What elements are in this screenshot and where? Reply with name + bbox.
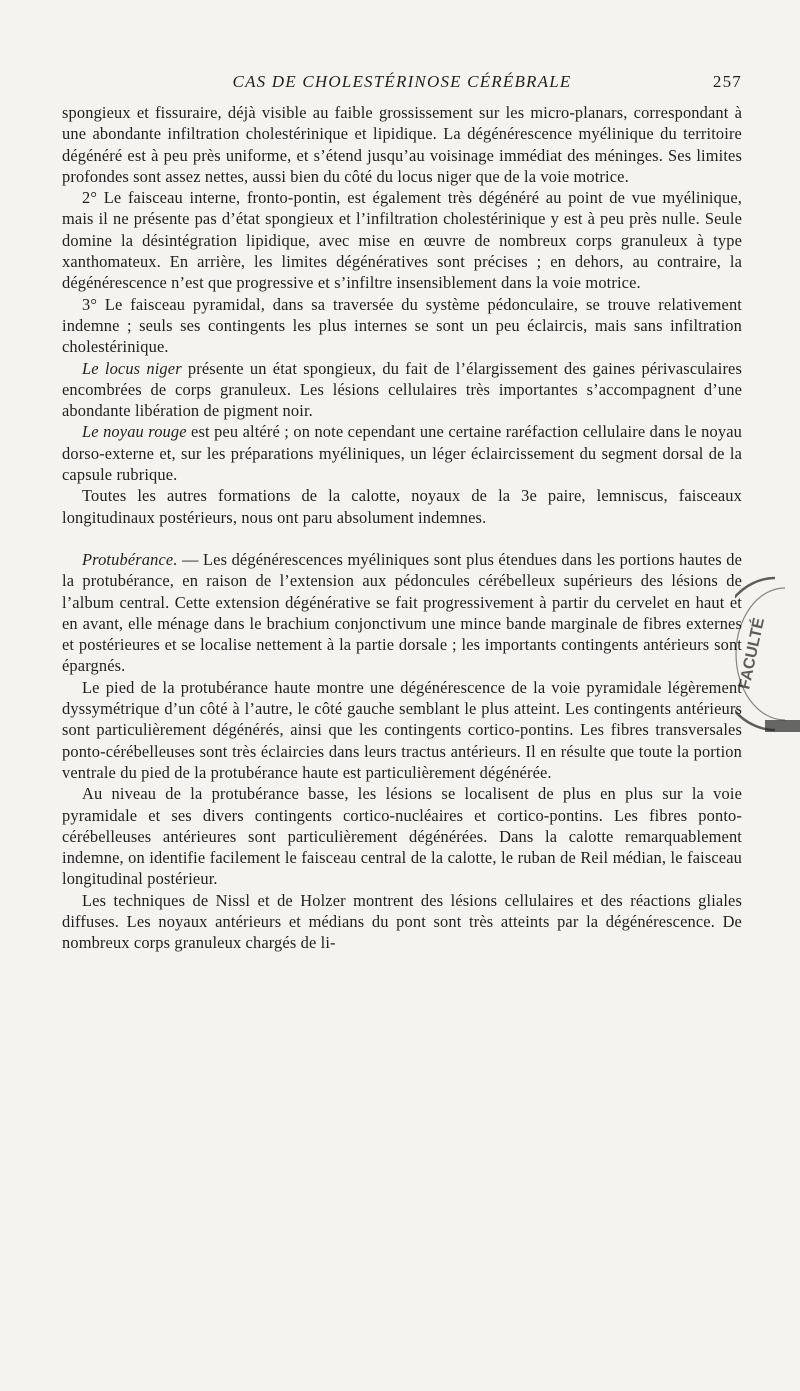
section-heading: Protubérance. — [82, 549, 178, 569]
paragraph — [62, 890, 742, 954]
paragraph — [62, 294, 742, 358]
paragraph — [62, 485, 742, 528]
library-stamp — [735, 570, 800, 750]
paragraph-text: spongieux et fissuraire, déjà visible au faible grossissement sur les micro-planars, correspondant à une abondante infiltration cholestérinique et lipidique. La dégénérescence myélinique du territoire dégénéré est à peu près uniforme, et s’étend jusqu’au voisinage immédiat des méninges. Ses limites profondes sont assez nettes, aussi bien du côté du locus niger que de la voie motrice. — [62, 103, 742, 186]
paragraph — [62, 358, 742, 422]
paragraph-text: Au niveau de la protubérance basse, les lésions se localisent de plus en plus sur la voie pyramidale et ses divers contingents cortico-nucléaires et cortico-pontins. Les fibres ponto-cérébelleuses antérieures sont particulièrement dégénérées. Dans la calotte remarquablement indemne, on identifie facilement le faisceau central de la calotte, le ruban de Reil médian, le faisceau longitudinal postérieur. — [62, 784, 742, 889]
paragraph — [62, 421, 742, 485]
paragraph-text: Les techniques de Nissl et de Holzer montrent des lésions cellulaires et des réactions gliales diffuses. Les noyaux antérieurs et médians du pont sont très atteints par la dégénérescence. De nombreux corps granuleux chargés de li- — [62, 890, 742, 953]
paragraph-text: présente un état spongieux, du fait de l’élargissement des gaines périvasculaires encombrées de corps granuleux. Les lésions cellulaires très importantes s’accompagnent d’une abondante libération de pigment noir. — [62, 358, 743, 421]
paragraph — [62, 187, 742, 293]
paragraph-text: est peu altéré ; on note cependant une certaine raréfaction cellulaire dans le noyau dorso-externe et, sur les préparations myéliniques, un léger éclaircissement du segment dorsal de la capsule rubrique. — [62, 422, 742, 485]
running-head — [62, 72, 742, 102]
paragraph-text: 2° Le faisceau interne, fronto-pontin, est également très dégénéré au point de vue myélinique, mais il ne présente pas d’état spongieux et l’infiltration cholestérinique y est à peu près nulle. Seule domine la désintégration lipidique, avec mise en œuvre de nombreux corps granuleux à type xanthomateux. En arrière, les limites dégénératives sont précises ; en dehors, au contraire, la dégénérescence n’est que progressive et s’infiltre insensiblement dans la voie motrice. — [62, 188, 742, 293]
paragraph-text: Le pied de la protubérance haute montre une dégénérescence de la voie pyramidale légèrement dyssymétrique d’un côté à l’autre, le côté gauche semblant le plus atteint. Les contingents antérieurs sont particulièrement dégénérés, ainsi que les contingents cortico-pontins. Les fibres transversales ponto-cérébelleuses sont très éclaircies dans leurs tractus antérieurs. Il en résulte que toute la portion ventrale du pied de la protubérance haute est particulièrement dégénérée. — [62, 677, 742, 782]
section-paragraph — [62, 549, 742, 677]
page — [62, 72, 742, 954]
paragraph-text: Toutes les autres formations de la calotte, noyaux de la 3e paire, lemniscus, faisceaux longitudinaux postérieurs, nous ont paru absolument indemnes. — [62, 486, 742, 527]
paragraph-lead: Le noyau rouge — [82, 422, 187, 442]
paragraph — [62, 102, 742, 187]
svg-text:FACULTÉ: FACULTÉ — [736, 616, 769, 691]
paragraph-text: — Les dégénérescences myéliniques sont plus étendues dans les portions hautes de la protubérance, en raison de l’extension aux pédoncules cérébelleux supérieurs des lésions de l’album central. Cette extension dégénérative se fait progressivement à partir du cervelet en haut et en avant, elle ménage dans le brachium conjonctivum une mince bande marginale de fibres externes et postérieures et se localise nettement à la partie dorsale ; les importants contingents antérieurs sont épargnés. — [62, 549, 742, 676]
paragraph-text: 3° Le faisceau pyramidal, dans sa traversée du système pédonculaire, se trouve relativement indemne ; seuls ses contingents les plus internes se sont un peu éclaircis, mais sans infiltration cholestérinique. — [62, 294, 742, 357]
paragraph — [62, 677, 742, 783]
running-title: CAS DE CHOLESTÉRINOSE CÉRÉBRALE — [232, 72, 572, 91]
paragraph — [62, 783, 742, 889]
body-text — [62, 102, 742, 954]
paragraph-lead: Le locus niger — [82, 358, 182, 378]
page-number: 257 — [712, 72, 742, 91]
